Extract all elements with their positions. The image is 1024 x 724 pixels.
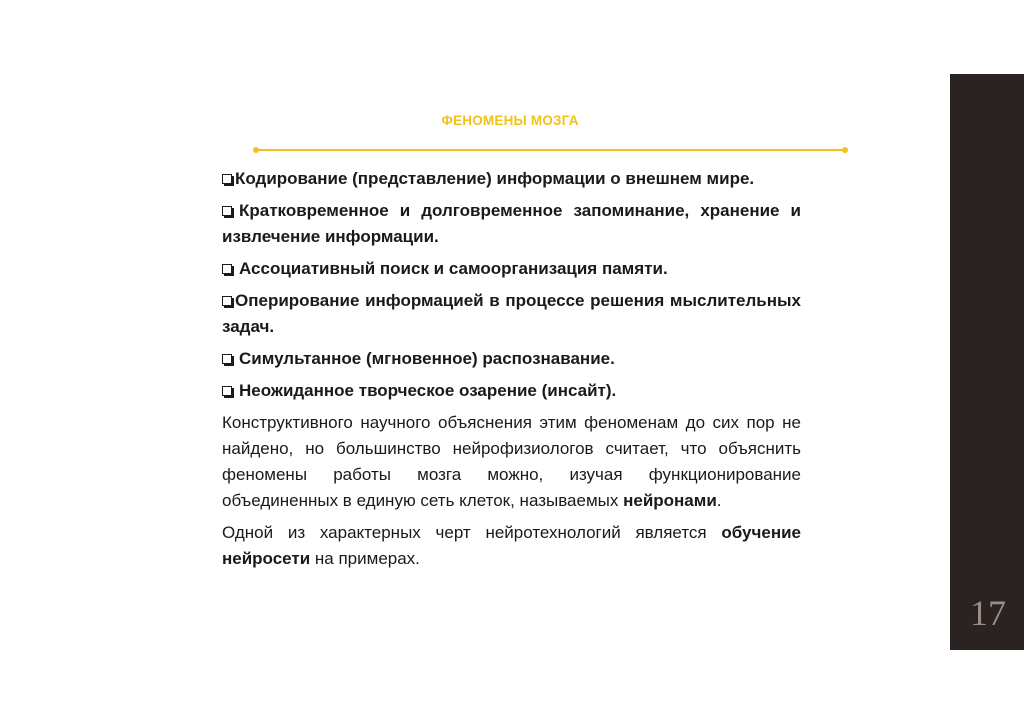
checkbox-icon <box>222 264 232 274</box>
paragraph-lead: Одной из характерных черт нейротехнологий является <box>222 523 722 542</box>
bullet-item <box>222 288 801 340</box>
bullet-item <box>222 166 801 192</box>
slide-title: ФЕНОМЕНЫ МОЗГА <box>441 113 579 128</box>
paragraph-tail: . <box>716 491 722 510</box>
divider-dot-left <box>253 147 259 153</box>
bullet-item <box>222 256 801 282</box>
slide-content <box>222 166 801 578</box>
checkbox-icon <box>222 386 232 396</box>
bullet-text: Оперирование информацией в процессе решения мыслительных задач. <box>222 291 801 336</box>
paragraph-emphasis: нейронами <box>623 491 717 510</box>
conclusion-paragraph <box>222 520 801 572</box>
bullet-item <box>222 378 801 404</box>
title-divider <box>256 149 845 151</box>
divider-line <box>256 149 845 151</box>
bullet-text: Ассоциативный поиск и самоорганизация памяти. <box>239 259 668 278</box>
checkbox-icon <box>222 354 232 364</box>
paragraph-tail: на примерах. <box>310 549 420 568</box>
bullet-text: Кратковременное и долговременное запоминание, хранение и извлечение информации. <box>222 201 801 246</box>
page-number: 17 <box>970 593 1006 633</box>
bullet-item <box>222 346 801 372</box>
paragraph-text: Конструктивного научного объяснения этим феноменам до сих пор не найдено, но большинство нейрофизиологов считает, что объяснить феномены работы мозга можно, изучая функционирование объединенных в единую сеть клеток, называемых <box>222 413 801 510</box>
bullet-text: Неожиданное творческое озарение (инсайт). <box>239 381 617 400</box>
divider-dot-right <box>842 147 848 153</box>
checkbox-icon <box>222 174 232 184</box>
checkbox-icon <box>222 296 232 306</box>
side-panel <box>950 74 1024 650</box>
checkbox-icon <box>222 206 232 216</box>
bullet-item <box>222 198 801 250</box>
bullet-text: Кодирование (представление) информации о внешнем мире. <box>235 169 755 188</box>
explanation-paragraph <box>222 410 801 514</box>
paragraph-emphasis: обучение нейросети <box>222 523 801 568</box>
bullet-text: Симультанное (мгновенное) распознавание. <box>239 349 615 368</box>
